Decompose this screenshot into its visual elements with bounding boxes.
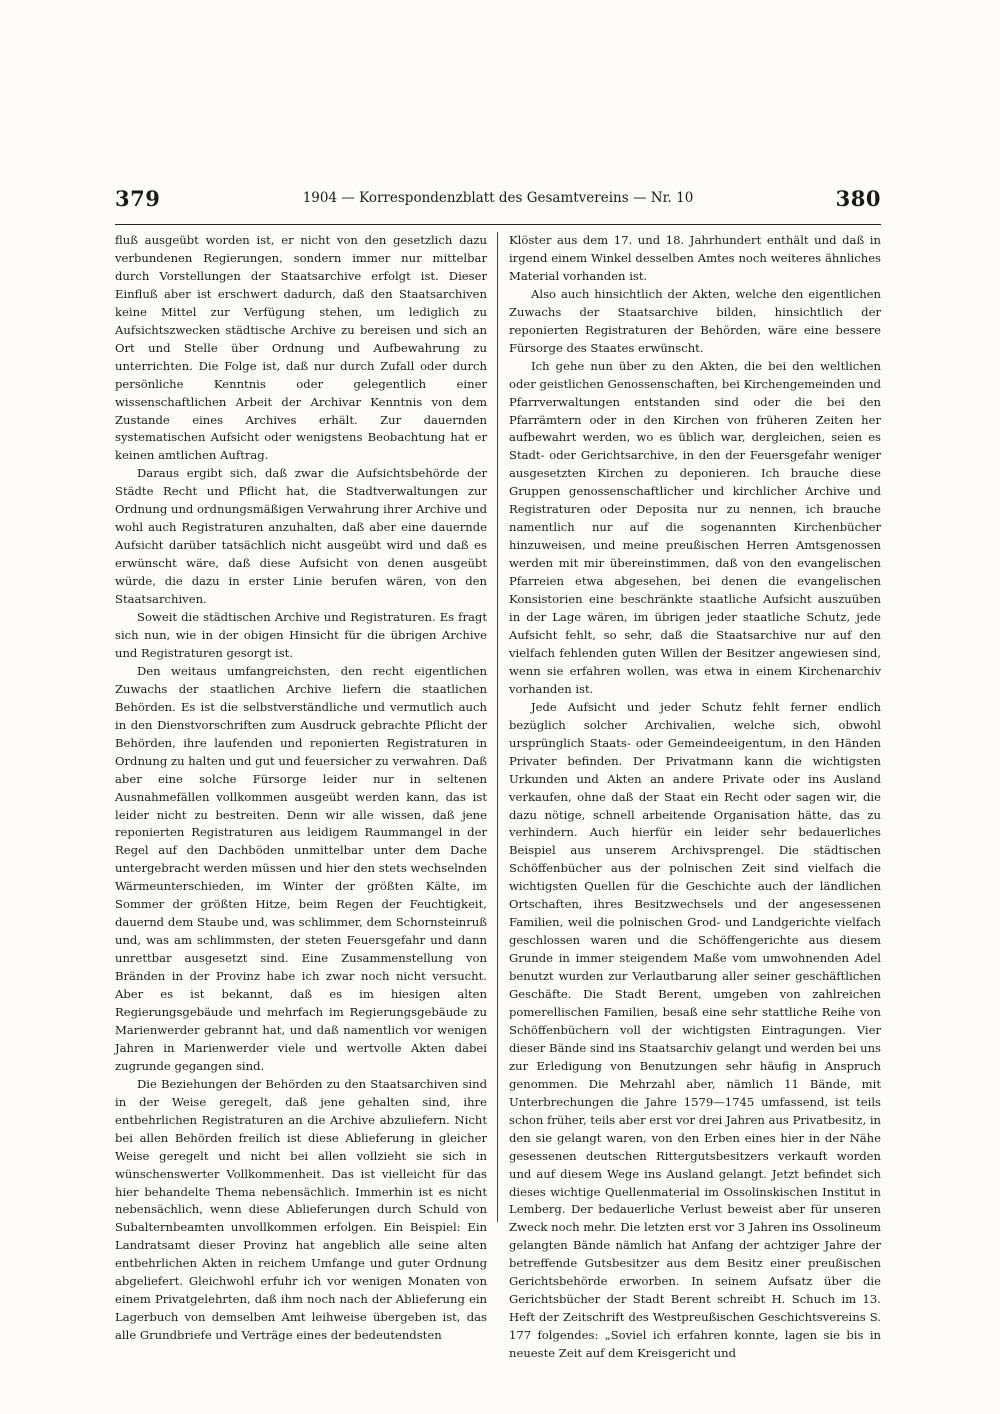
page-number-left: 379 bbox=[115, 186, 161, 211]
paragraph: Ich gehe nun über zu den Akten, die bei den weltlichen oder geistlichen Genossenschaften, bei Kirchengemeinden und Pfarrverwaltungen entstanden sind oder die bei den Pfarrämtern oder in den Kirchen von früheren Zeiten her aufbewahrt werden, wo es üblich war, dergleichen, seien es Stadt- oder Gerichtsarchive, in den der Feuersgefahr weniger ausgesetzten Kirchen zu deponieren. Ich brauche diese Gruppen genossenschaftlicher und kirchlicher Archive und Registraturen oder Deposita nur zu nennen, ich brauche namentlich nur auf die sogenannten Kirchenbücher hinzuweisen, und meine preußischen Herren Amtsgenossen werden mit mir übereinstimmen, daß von den evangelischen Pfarreien etwa abgesehen, bei denen die evangelischen Konsistorien eine beschränkte staatliche Aufsicht auszuüben in der Lage wären, im übrigen jeder staatliche Schutz, jede Aufsicht fehlt, so sehr, daß die Staatsarchive nur auf den vielfach fehlenden guten Willen der Besitzer angewiesen sind, wenn sie erfahren wollen, was etwa in einem Kirchenarchiv vorhanden ist. bbox=[509, 358, 881, 696]
paragraph: Den weitaus umfangreichsten, den recht eigentlichen Zuwachs der staatlichen Archive liefern die staatlichen Behörden. Es ist die selbstverständliche und vermutlich auch in den Dienstvorschriften zum Ausdruck gebrachte Pflicht der Behörden, ihre laufenden und reponierten Registraturen in Ordnung zu halten und gut und feuersicher zu verwahren. Daß aber eine solche Fürsorge leider nur in seltenen Ausnahmefällen vollkommen ausgeübt werden kann, das ist leider nicht zu bestreiten. Denn wir alle wissen, daß jene reponierten Registraturen aus leidigem Raummangel in der Regel auf den Dachböden unmittelbar unter dem Dache untergebracht werden müssen und hier den stets wechselnden Wärmeunterschieden, im Winter der größten Kälte, im Sommer der größten Hitze, beim Regen der Feuchtigkeit, dauernd dem Staube und, was schlimmer, dem Schornsteinruß und, was am schlimmsten, der steten Feuersgefahr und dann unrettbar ausgesetzt sind. Eine Zusammenstellung von Bränden in der Provinz habe ich zwar noch nicht versucht. Aber es ist bekannt, daß es im hiesigen alten Regierungsgebäude und mehrfach im Regierungsgebäude zu Marienwerder gebrannt hat, und daß namentlich vor wenigen Jahren in Marienwerder viele und wertvolle Akten dabei zugrunde gegangen sind. bbox=[115, 663, 487, 1073]
paragraph: fluß ausgeübt worden ist, er nicht von den gesetzlich dazu verbundenen Regierungen, sondern immer nur mittelbar durch Vorstellungen der Staatsarchive erfolgt ist. Dieser Einfluß aber ist erschwert dadurch, daß den Staatsarchiven keine Mittel zur Verfügung stehen, um lediglich zu Aufsichtszwecken städtische Archive zu bereisen und sich an Ort und Stelle über Ordnung und Aufbewahrung zu unterrichten. Die Folge ist, daß nur durch Zufall oder durch persönliche Kenntnis oder gelegentlich einer wissenschaftlichen Arbeit der Archivar Kenntnis von dem Zustande eines Archives erhält. Zur dauernden systematischen Aufsicht oder wenigstens Beobachtung hat er keinen amtlichen Auftrag. bbox=[115, 233, 487, 463]
paragraph: Jede Aufsicht und jeder Schutz fehlt ferner endlich bezüglich solcher Archivalien, welche sich, obwohl ursprünglich Staats- oder Gemeindeeigentum, in den Händen Privater befinden. Der Privatmann kann die wichtigsten Urkunden und Akten an andere Private oder ins Ausland verkaufen, ohne daß der Staat ein Recht oder sagen wir, die dazu nötige, schnell arbeitende Organisation hätte, das zu verhindern. Auch hierfür ein leider sehr bedauerliches Beispiel aus unserem Archivsprengel. Die städtischen Schöffenbücher aus der polnischen Zeit sind vielfach die wichtigsten Quellen für die Geschichte auch der ländlichen Ortschaften, ihres Besitzwechsels und der angesessenen Familien, weil die polnischen Grod- und Landgerichte vielfach geschlossen waren und die Schöffengerichte aus diesem Grunde in immer steigendem Maße vom umwohnenden Adel benutzt wurden zur Verlautbarung aller seiner geschäftlichen Geschäfte. Die Stadt Berent, umgeben von zahlreichen pomerellischen Familien, besaß eine sehr stattliche Reihe von Schöffenbüchern voll der wichtigsten Eintragungen. Vier dieser Bände sind ins Staatsarchiv gelangt und werden bei uns zur Erledigung von Benutzungen sehr häufig in Anspruch genommen. Die Mehrzahl aber, nämlich 11 Bände, mit Unterbrechungen die Jahre 1579—1745 umfassend, ist teils schon früher, teils aber erst vor drei Jahren aus Privatbesitz, in den sie gelangt waren, von den Erben eines hier in der Nähe gesessenen deutschen Rittergutsbesitzers verkauft worden und auf diesem Wege ins Ausland gelangt. Jetzt befindet sich dieses wichtige Quellenmaterial im Ossolinskischen Institut in Lemberg. Der bedauerliche Verlust beweist aber für unseren Zweck noch mehr. Die letzten erst vor 3 Jahren ins Ossolineum gelangten Bände nämlich hat Anfang der achtziger Jahre der betreffende Gutsbesitzer aus dem Besitz einer preußischen Gerichtsbehörde erworben. In seinem Aufsatz über die Gerichtsbücher der Stadt Berent schreibt H. Schuch im 13. Heft der Zeitschrift des Westpreußischen Geschichtsvereins S. 177 folgendes: „Soviel ich erfahren konnte, lagen sie bis in neueste Zeit auf dem Kreisgericht und bbox=[509, 699, 881, 1361]
right-column bbox=[509, 232, 881, 1363]
page-number-right: 380 bbox=[835, 186, 881, 211]
page-header bbox=[115, 186, 881, 218]
paragraph: Daraus ergibt sich, daß zwar die Aufsichtsbehörde der Städte Recht und Pflicht hat, die Stadtverwaltungen zur Ordnung und ordnungsmäßigen Verwahrung ihrer Archive und wohl auch Registraturen anzuhalten, daß aber eine dauernde Aufsicht darüber tatsächlich nicht ausgeübt wird und daß es erwünscht wäre, daß diese Aufsicht von denen ausgeübt würde, die dazu in erster Linie berufen wären, von den Staatsarchiven. bbox=[115, 466, 487, 607]
running-title: 1904 — Korrespondenzblatt des Gesamtvereins — Nr. 10 bbox=[302, 190, 694, 206]
paragraph: Klöster aus dem 17. und 18. Jahrhundert enthält und daß in irgend einem Winkel desselben Amtes noch weiteres ähnliches Material vorhanden ist. bbox=[509, 233, 881, 283]
paragraph: Die Beziehungen der Behörden zu den Staatsarchiven sind in der Weise geregelt, daß jene gehalten sind, ihre entbehrlichen Registraturen an die Archive abzuliefern. Nicht bei allen Behörden freilich ist diese Ablieferung in gleicher Weise geregelt und nicht bei allen vollzieht sie sich in wünschenswerter Vollkommenheit. Das ist vielleicht für das hier behandelte Thema nebensächlich. Immerhin ist es nicht nebensächlich, wenn diese Ablieferungen durch Schuld von Subalternbeamten unvollkommen erfolgen. Ein Beispiel: Ein Landratsamt dieser Provinz hat angeblich alle seine alten entbehrlichen Akten in reichem Umfange und guter Ordnung abgeliefert. Gleichwohl erfuhr ich vor wenigen Monaten von einem Privatgelehrten, daß ihm noch nach der Ablieferung ein Lagerbuch von demselben Amt leihweise übergeben ist, das alle Grundbriefe und Verträge eines der bedeutendsten bbox=[115, 1076, 487, 1343]
column-divider bbox=[497, 232, 498, 1222]
header-rule bbox=[115, 224, 881, 225]
paragraph: Soweit die städtischen Archive und Registraturen. Es fragt sich nun, wie in der obigen Hinsicht für die übrigen Archive und Registraturen gesorgt ist. bbox=[115, 610, 487, 660]
paragraph: Also auch hinsichtlich der Akten, welche den eigentlichen Zuwachs der Staatsarchive bilden, hinsichtlich der reponierten Registraturen der Behörden, wäre eine bessere Fürsorge des Staates erwünscht. bbox=[509, 286, 881, 355]
left-column bbox=[115, 232, 487, 1345]
